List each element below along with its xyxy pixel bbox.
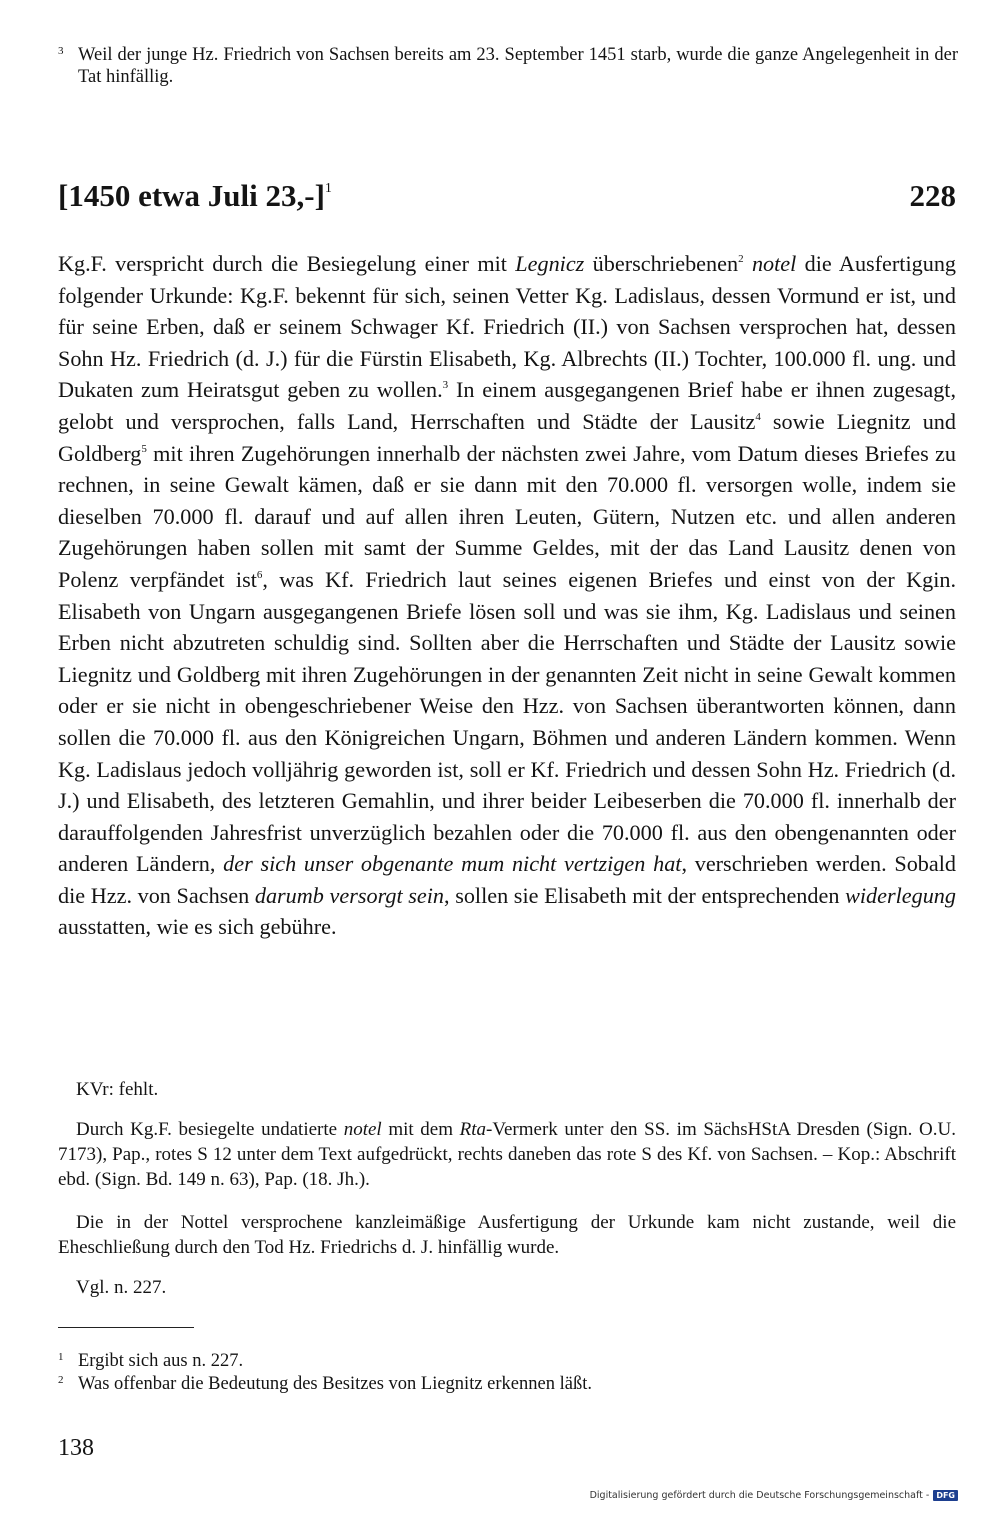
document-number: 228 xyxy=(909,178,956,213)
dfg-logo-icon: DFG xyxy=(933,1490,958,1501)
credit-text: Digitalisierung gefördert durch die Deutsche Forschungsgemeinschaft - xyxy=(589,1490,930,1501)
kvr-line: KVr: fehlt. xyxy=(76,1079,159,1100)
footnote-text: Was offenbar die Bedeutung des Besitzes von Liegnitz erkennen läßt. xyxy=(78,1374,592,1394)
commentary-note: Die in der Nottel versprochene kanzleimäßige Ausfertigung der Urkunde kam nicht zustande, weil die Eheschließung durch den Tod Hz. Friedrichs d. J. hinfällig wurde. xyxy=(58,1212,956,1258)
heading-footnote-mark: 1 xyxy=(324,181,332,196)
footnote-mark: 1 xyxy=(58,1351,64,1363)
footnote xyxy=(58,1373,956,1395)
document-heading xyxy=(58,178,956,222)
page-number: 138 xyxy=(58,1435,94,1461)
footnote-mark: 3 xyxy=(58,45,64,57)
footnote-mark: 2 xyxy=(58,1374,64,1386)
cross-reference: Vgl. n. 227. xyxy=(76,1277,167,1298)
top-footnote xyxy=(58,44,958,88)
digitization-credit xyxy=(590,1490,958,1501)
footnote-text: Ergibt sich aus n. 227. xyxy=(78,1351,244,1371)
heading-date: [1450 etwa Juli 23,-]$^1$ xyxy=(58,178,332,213)
footnote-divider xyxy=(58,1327,194,1328)
footnote-text: Weil der junge Hz. Friedrich von Sachsen bereits am 23. September 1451 starb, wurde die ganze Angelegenheit in der Tat hinfällig. xyxy=(78,45,958,87)
tradition-paragraph: Durch Kg.F. besiegelte undatierte notel mit dem Rta-Vermerk unter den SS. im SächsHStA Dresden (Sign. O.U. 7173), Pap., rotes S 12 unter dem Text aufgedrückt, rechts daneben das rote S des Kf. von Sachsen. – Kop.: Abschrift ebd. (Sign. Bd. 149 n. 63), Pap. (18. Jh.). xyxy=(58,1119,956,1190)
regest-body: Kg.F. verspricht durch die Besiegelung einer mit Legnicz überschriebenen$^2$ notel die Ausfertigung folgender Urkunde: Kg.F. bekennt für sich, seinen Vetter Kg. Ladislaus, dessen Vormund er ist, und für seine Erben, daß er seinem Schwager Kf. Friedrich (II.) von Sachsen versprochen hat, dessen Sohn Hz. Friedrich (d. J.) für die Fürstin Elisabeth, Kg. Albrechts (II.) Tochter, 100.000 fl. ung. und Dukaten zum Heiratsgut geben zu wollen.$^3$ In einem ausgegangenen Brief habe er ihnen zugesagt, gelobt und versprochen, falls Land, Herrschaften und Städte der Lausitz$^4$ sowie Liegnitz und Goldberg$^5$ mit ihren Zugehörungen innerhalb der nächsten zwei Jahre, vom Datum dieses Briefes zu rechnen, in seine Gewalt kämen, daß er sie dann mit den 70.000 fl. versorgen wolle, indem sie dieselben 70.000 fl. darauf und auf allen ihren Leuten, Gütern, Nutzen etc. und allen anderen Zugehörungen haben sollen mit samt der Summe Geldes, mit der das Land Lausitz denen von Polenz verpfändet ist$^6$, was Kf. Friedrich laut seines eigenen Briefes und einst von der Kgin. Elisabeth von Ungarn ausgegangenen Briefe lösen soll und was sie ihm, Kg. Ladislaus und seinen Erben nicht abzutreten schuldig sind. Sollten aber die Herrschaften und Städte der Lausitz sowie Liegnitz und Goldberg mit ihren Zugehörungen in der genannten Zeit nicht in seine Gewalt kommen oder er sie nicht in obengeschriebener Weise den Hzz. von Sachsen überantworten können, dann sollen die 70.000 fl. aus den Königreichen Ungarn, Böhmen und anderen Ländern kommen. Wenn Kg. Ladislaus jedoch volljährig geworden ist, soll er Kf. Friedrich und dessen Sohn Hz. Friedrich (d. J.) und Elisabeth, des letzteren Gemahlin, und ihrer beider Leibeserben die 70.000 fl. innerhalb der darauffolgenden Jahresfrist unverzüglich bezahlen oder die 70.000 fl. aus den obengenannten oder anderen Ländern, der sich unser obgenante mum nicht vertzigen hat, verschrieben werden. Sobald die Hzz. von Sachsen darumb versorgt sein, sollen sie Elisabeth mit der entsprechenden widerlegung ausstatten, wie es sich gebühre. xyxy=(58,251,957,940)
footnote xyxy=(58,1350,956,1372)
